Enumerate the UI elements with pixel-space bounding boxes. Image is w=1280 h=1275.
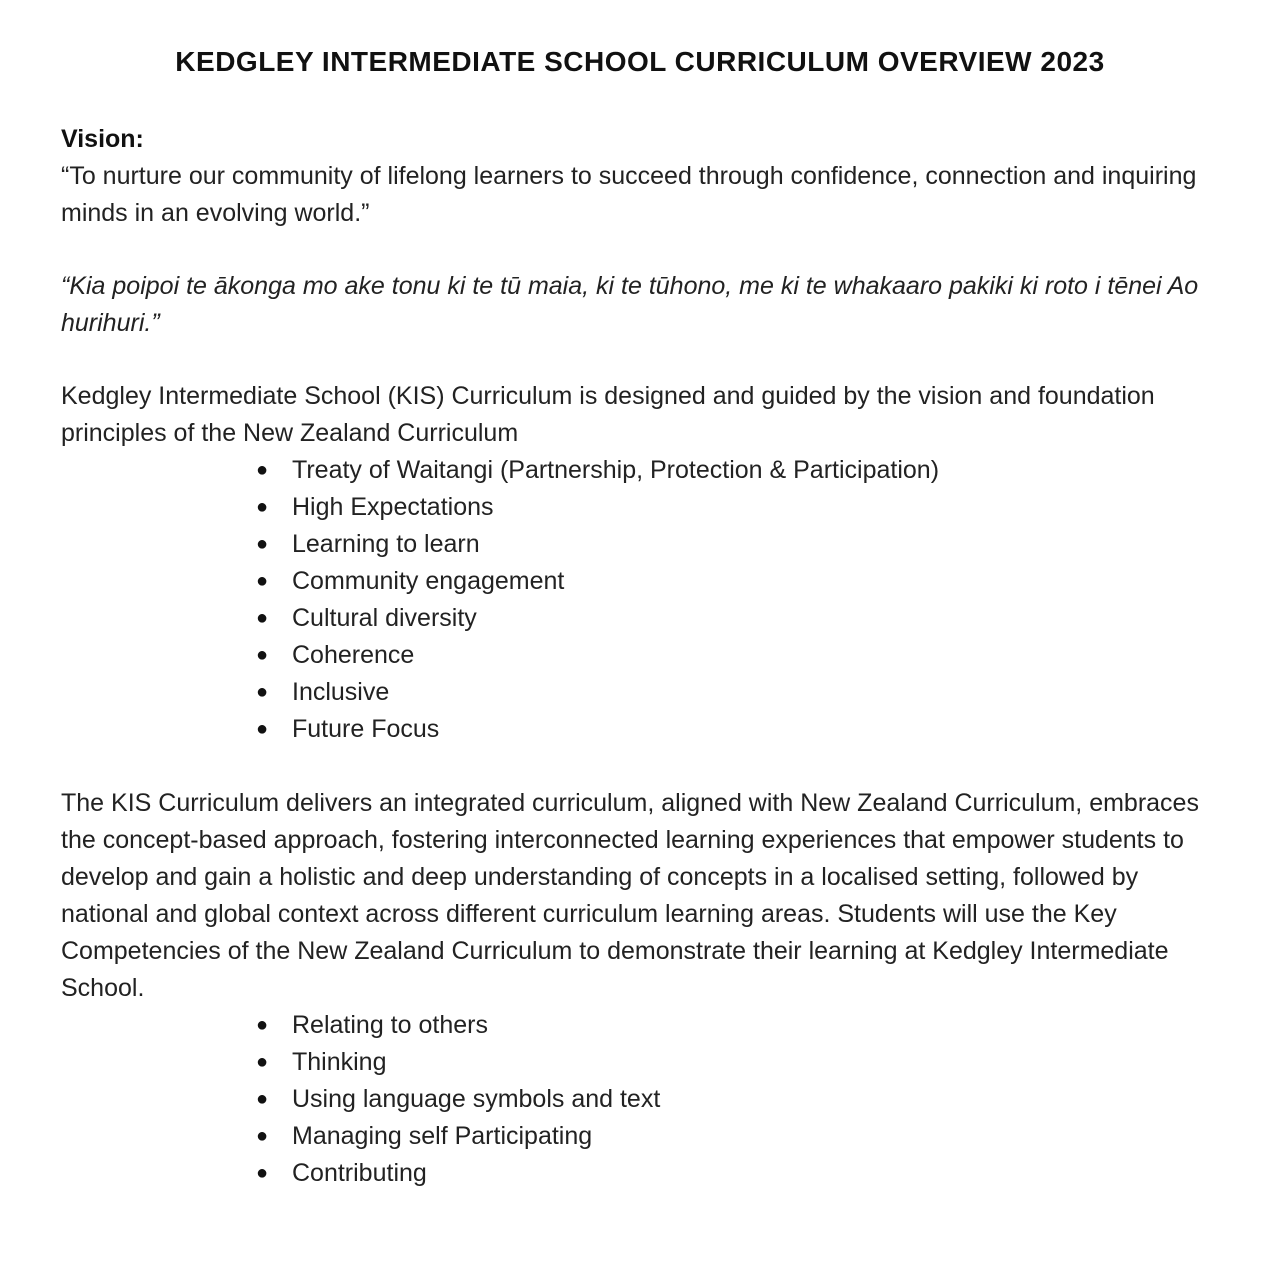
bullet-icon: ● — [255, 1162, 269, 1184]
bullet-icon: ● — [255, 1125, 269, 1147]
bullet-icon: ● — [255, 718, 269, 740]
bullet-icon: ● — [255, 570, 269, 592]
list-item-text: Community engagement — [292, 567, 565, 595]
list-item-text: Using language symbols and text — [292, 1085, 661, 1113]
list-item-text: Inclusive — [292, 678, 390, 706]
bullet-icon: ● — [255, 644, 269, 666]
bullet-icon: ● — [255, 1088, 269, 1110]
list-item-text: Cultural diversity — [292, 604, 477, 632]
bullet-icon: ● — [255, 607, 269, 629]
document-title: KEDGLEY INTERMEDIATE SCHOOL CURRICULUM OVERVIEW 2023 — [175, 46, 1105, 77]
bullet-icon: ● — [255, 681, 269, 703]
list-item-text: Future Focus — [292, 715, 440, 743]
integrated-curriculum-paragraph: The KIS Curriculum delivers an integrated curriculum, aligned with New Zealand Curriculum, embraces the concept-based approach, fostering interconnected learning experiences that empower students to develop and gain a holistic and deep understanding of concepts in a localised setting, followed by national and global context across different curriculum learning areas. Students will use the Key Competencies of the New Zealand Curriculum to demonstrate their learning at Kedgley Intermediate School. — [61, 789, 1199, 1002]
list-item-text: Coherence — [292, 641, 415, 669]
vision-label: Vision: — [61, 125, 144, 153]
vision-statement-maori: “Kia poipoi te ākonga mo ake tonu ki te tū maia, ki te tūhono, me ki te whakaaro pakiki ki roto i tēnei Ao hurihuri.” — [61, 272, 1199, 337]
list-item-text: Relating to others — [292, 1011, 488, 1039]
bullet-icon: ● — [255, 1014, 269, 1036]
bullet-icon: ● — [255, 496, 269, 518]
curriculum-intro-paragraph: Kedgley Intermediate School (KIS) Curriculum is designed and guided by the vision and foundation principles of the New Zealand Curriculum — [61, 382, 1155, 447]
list-item-text: Treaty of Waitangi (Partnership, Protection & Participation) — [292, 456, 940, 484]
vision-statement-english: “To nurture our community of lifelong learners to succeed through confidence, connection and inquiring minds in an evolving world.” — [61, 162, 1197, 227]
list-item-text: Managing self Participating — [292, 1122, 593, 1150]
list-item-text: Thinking — [292, 1048, 387, 1076]
bullet-icon: ● — [255, 1051, 269, 1073]
list-item-text: High Expectations — [292, 493, 494, 521]
list-item-text: Contributing — [292, 1159, 427, 1187]
bullet-icon: ● — [255, 459, 269, 481]
bullet-icon: ● — [255, 533, 269, 555]
list-item-text: Learning to learn — [292, 530, 480, 558]
